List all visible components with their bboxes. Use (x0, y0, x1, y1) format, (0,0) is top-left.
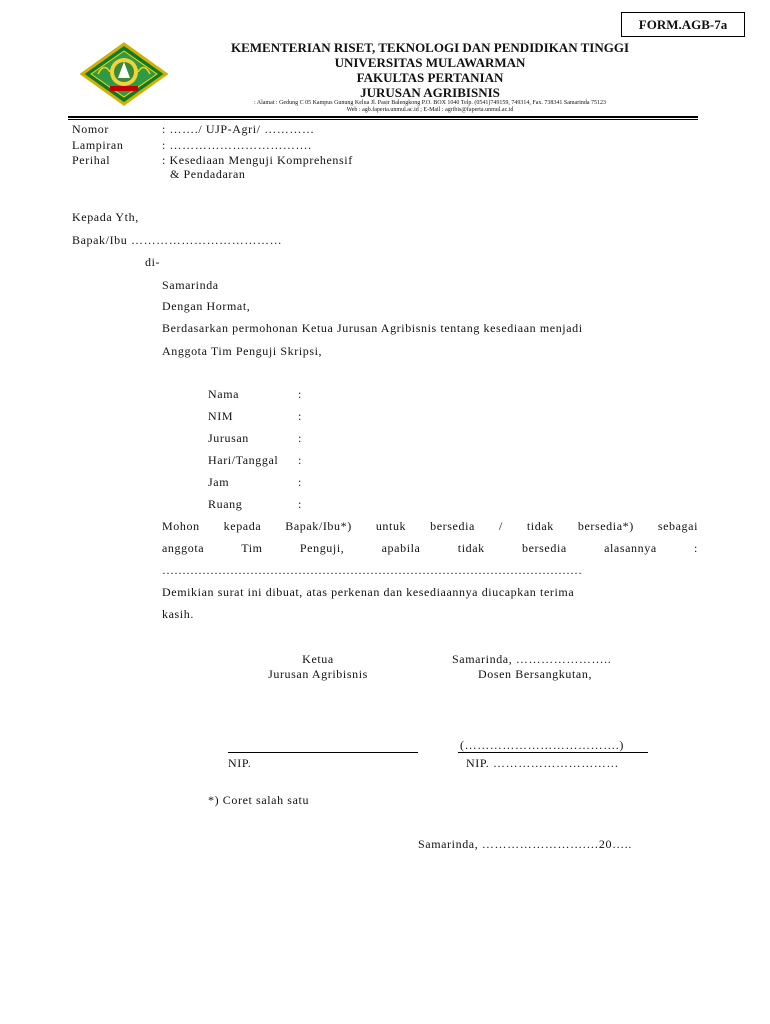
footer-date: Samarinda, …………………….…20….. (418, 837, 632, 851)
field-label-nama: Nama (208, 387, 240, 401)
right-signature-nip: NIP. ………………………… (466, 756, 620, 770)
header-web-email: Web : agb.faperta.unmul.ac.id ; E-Mail : agribis@faperta.unmul.ac.id (346, 107, 514, 113)
right-signature-line (458, 752, 648, 753)
field-colon: : (298, 475, 302, 489)
right-signature-title: Dosen Bersangkutan, (478, 667, 593, 681)
closing-line-2: kasih. (162, 607, 194, 621)
right-signature-place-date: Samarinda, ………………….. (452, 652, 612, 666)
university-logo (80, 42, 168, 106)
header-rule-thin (68, 119, 698, 120)
request-line-2: anggota Tim Penguji, apabila tidak bersedia alasannya : (162, 541, 698, 555)
field-label-nim: NIM (208, 409, 234, 423)
lampiran-label: Lampiran (72, 138, 124, 152)
field-label-jam: Jam (208, 475, 230, 489)
left-signature-line (228, 752, 418, 753)
intro-line-2: Anggota Tim Penguji Skripsi, (162, 344, 323, 358)
closing-line-1: Demikian surat ini dibuat, atas perkenan dan kesediaannya diucapkan terima (162, 585, 575, 599)
recipient-city: Samarinda (162, 278, 219, 292)
left-signature-title: Ketua (302, 652, 334, 666)
field-colon: : (298, 497, 302, 511)
strike-note: *) Coret salah satu (208, 793, 310, 807)
header-university: UNIVERSITAS MULAWARMAN (334, 55, 526, 70)
recipient-di: di- (145, 255, 161, 269)
greeting: Dengan Hormat, (162, 299, 251, 313)
left-signature-nip: NIP. (228, 756, 252, 770)
nomor-label: Nomor (72, 122, 109, 136)
reason-dots: …………………………………………………………………………………………… (162, 563, 582, 577)
field-colon: : (298, 387, 302, 401)
field-label-ruang: Ruang (208, 497, 243, 511)
perihal-value: : Kesediaan Menguji Komprehensif (162, 153, 353, 167)
recipient-salutation: Kepada Yth, (72, 210, 139, 224)
request-line-1: Mohon kepada Bapak/Ibu*) untuk bersedia / tidak bersedia*) sebagai (162, 519, 698, 533)
header-ministry: KEMENTERIAN RISET, TEKNOLOGI DAN PENDIDIKAN TINGGI (230, 40, 630, 55)
nomor-value: : ……./ UJP-Agri/ ………… (162, 122, 315, 136)
field-colon: : (298, 453, 302, 467)
field-colon: : (298, 431, 302, 445)
field-label-hari-tanggal: Hari/Tanggal (208, 453, 279, 467)
perihal-value-continued: & Pendadaran (170, 167, 246, 181)
form-code-box: FORM.AGB-7a (621, 12, 745, 37)
field-colon: : (298, 409, 302, 423)
field-label-jurusan: Jurusan (208, 431, 249, 445)
header-address: : Alamat : Gedung C 05 Kampus Gunung Kelua Jl. Pasir Balengkong P.O. BOX 1040 Telp. (0541)749159, 749314, Fax. 738341 Samarinda 75123 (253, 100, 607, 106)
intro-line-1: Berdasarkan permohonan Ketua Jurusan Agribisnis tentang kesediaan menjadi (162, 321, 583, 335)
header-rule-thick (68, 116, 698, 118)
lampiran-value: : ……………………………. (162, 138, 312, 152)
header-faculty: FAKULTAS PERTANIAN (356, 70, 504, 85)
recipient-name: Bapak/Ibu ……………………………… (72, 233, 283, 247)
right-signature-name: (……………………………….) (460, 738, 624, 752)
header-department: JURUSAN AGRIBISNIS (360, 85, 500, 100)
perihal-label: Perihal (72, 153, 111, 167)
left-signature-subtitle: Jurusan Agribisnis (268, 667, 368, 681)
